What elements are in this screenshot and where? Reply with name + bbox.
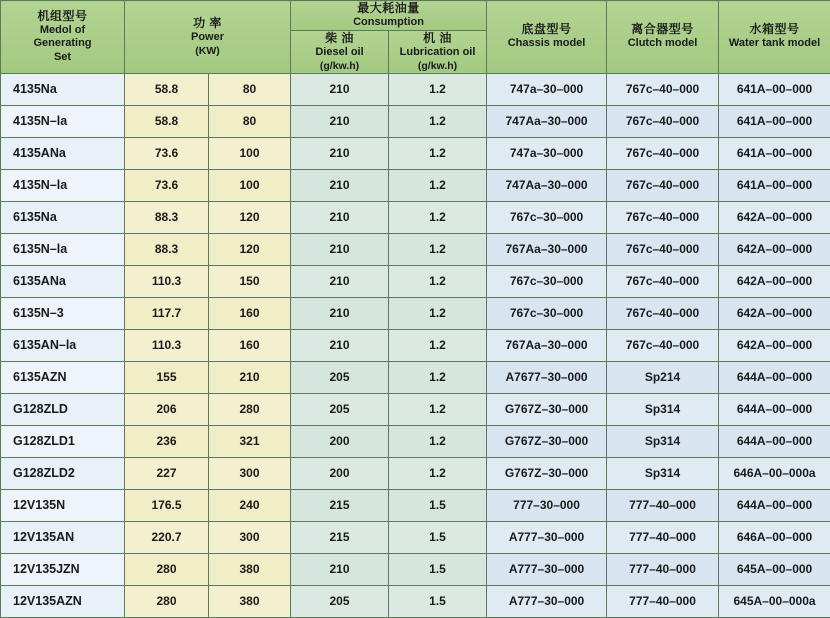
- cell-tank: 646A–00–000a: [719, 457, 830, 489]
- cell-power-b: 300: [209, 521, 291, 553]
- cell-power-kw: 176.5: [125, 489, 209, 521]
- cell-chassis: A777–30–000: [487, 553, 607, 585]
- cell-power-kw: 88.3: [125, 201, 209, 233]
- cell-chassis: 767c–30–000: [487, 265, 607, 297]
- table-row: [1, 393, 830, 425]
- cell-lube: 1.2: [389, 393, 487, 425]
- cell-diesel: 210: [291, 233, 389, 265]
- cell-lube: 1.2: [389, 361, 487, 393]
- header-consumption-cn: 最大耗油量: [291, 1, 486, 16]
- header-clutch-cn: 离合器型号: [607, 22, 718, 37]
- header-model-en2: Generating: [1, 37, 124, 51]
- header-lube-en: Lubrication oil: [389, 46, 486, 60]
- cell-clutch: 767c–40–000: [607, 73, 719, 105]
- cell-power-b: 80: [209, 73, 291, 105]
- table-row: [1, 521, 830, 553]
- cell-power-b: 321: [209, 425, 291, 457]
- header-clutch: [607, 1, 719, 74]
- header-power-cn: 功 率: [125, 16, 290, 31]
- header-model-en1: Medol of: [1, 24, 124, 38]
- cell-power-b: 150: [209, 265, 291, 297]
- cell-model: 6135N–3: [1, 297, 125, 329]
- cell-tank: 641A–00–000: [719, 169, 830, 201]
- cell-model: 6135N–la: [1, 233, 125, 265]
- cell-lube: 1.5: [389, 521, 487, 553]
- cell-tank: 645A–00–000: [719, 553, 830, 585]
- cell-model: G128ZLD: [1, 393, 125, 425]
- header-diesel-unit: (g/kw.h): [291, 60, 388, 73]
- cell-model: 4135N–la: [1, 169, 125, 201]
- cell-power-b: 100: [209, 169, 291, 201]
- cell-power-kw: 110.3: [125, 329, 209, 361]
- header-diesel-en: Diesel oil: [291, 46, 388, 60]
- cell-tank: 642A–00–000: [719, 265, 830, 297]
- header-row-top: [1, 1, 830, 31]
- table-row: [1, 457, 830, 489]
- cell-clutch: 767c–40–000: [607, 297, 719, 329]
- cell-chassis: 767c–30–000: [487, 201, 607, 233]
- cell-diesel: 210: [291, 297, 389, 329]
- cell-tank: 644A–00–000: [719, 361, 830, 393]
- cell-chassis: G767Z–30–000: [487, 393, 607, 425]
- cell-clutch: Sp314: [607, 393, 719, 425]
- cell-clutch: Sp214: [607, 361, 719, 393]
- cell-power-b: 100: [209, 137, 291, 169]
- table-row: [1, 233, 830, 265]
- cell-model: G128ZLD2: [1, 457, 125, 489]
- cell-tank: 644A–00–000: [719, 489, 830, 521]
- table-row: [1, 585, 830, 617]
- cell-clutch: 767c–40–000: [607, 329, 719, 361]
- cell-power-b: 280: [209, 393, 291, 425]
- cell-model: 4135ANa: [1, 137, 125, 169]
- cell-power-kw: 58.8: [125, 73, 209, 105]
- table-row: [1, 105, 830, 137]
- cell-chassis: G767Z–30–000: [487, 425, 607, 457]
- cell-diesel: 210: [291, 265, 389, 297]
- cell-tank: 644A–00–000: [719, 393, 830, 425]
- cell-clutch: Sp314: [607, 425, 719, 457]
- cell-lube: 1.2: [389, 105, 487, 137]
- cell-model: 6135Na: [1, 201, 125, 233]
- cell-power-kw: 220.7: [125, 521, 209, 553]
- table-row: [1, 265, 830, 297]
- table-row: [1, 297, 830, 329]
- table-row: [1, 137, 830, 169]
- cell-chassis: A777–30–000: [487, 521, 607, 553]
- cell-tank: 642A–00–000: [719, 201, 830, 233]
- cell-power-b: 160: [209, 329, 291, 361]
- cell-power-b: 120: [209, 201, 291, 233]
- table-row: [1, 425, 830, 457]
- cell-lube: 1.2: [389, 137, 487, 169]
- cell-model: G128ZLD1: [1, 425, 125, 457]
- cell-model: 12V135AN: [1, 521, 125, 553]
- cell-lube: 1.5: [389, 489, 487, 521]
- cell-tank: 641A–00–000: [719, 137, 830, 169]
- cell-tank: 642A–00–000: [719, 297, 830, 329]
- cell-clutch: 767c–40–000: [607, 105, 719, 137]
- cell-lube: 1.2: [389, 169, 487, 201]
- cell-chassis: 767c–30–000: [487, 297, 607, 329]
- header-power: [125, 1, 291, 74]
- cell-power-kw: 73.6: [125, 169, 209, 201]
- cell-diesel: 210: [291, 329, 389, 361]
- header-model-cn: 机组型号: [1, 9, 124, 24]
- cell-lube: 1.2: [389, 425, 487, 457]
- cell-chassis: 777–30–000: [487, 489, 607, 521]
- cell-tank: 641A–00–000: [719, 105, 830, 137]
- table-row: [1, 73, 830, 105]
- cell-lube: 1.5: [389, 553, 487, 585]
- cell-model: 6135ANa: [1, 265, 125, 297]
- cell-power-b: 160: [209, 297, 291, 329]
- cell-diesel: 210: [291, 105, 389, 137]
- cell-chassis: A7677–30–000: [487, 361, 607, 393]
- cell-power-kw: 58.8: [125, 105, 209, 137]
- table-row: [1, 553, 830, 585]
- cell-lube: 1.2: [389, 201, 487, 233]
- cell-diesel: 210: [291, 137, 389, 169]
- table-row: [1, 361, 830, 393]
- cell-diesel: 205: [291, 585, 389, 617]
- cell-diesel: 215: [291, 489, 389, 521]
- table-header: [1, 1, 830, 74]
- cell-diesel: 215: [291, 521, 389, 553]
- cell-model: 12V135N: [1, 489, 125, 521]
- cell-lube: 1.2: [389, 457, 487, 489]
- cell-tank: 642A–00–000: [719, 329, 830, 361]
- header-chassis-cn: 底盘型号: [487, 22, 606, 37]
- cell-clutch: 777–40–000: [607, 521, 719, 553]
- table-row: [1, 489, 830, 521]
- cell-clutch: 777–40–000: [607, 585, 719, 617]
- cell-clutch: 777–40–000: [607, 553, 719, 585]
- header-chassis-en: Chassis model: [487, 37, 606, 51]
- cell-diesel: 210: [291, 201, 389, 233]
- cell-tank: 641A–00–000: [719, 73, 830, 105]
- cell-power-kw: 236: [125, 425, 209, 457]
- cell-clutch: 767c–40–000: [607, 265, 719, 297]
- cell-power-kw: 206: [125, 393, 209, 425]
- cell-clutch: 767c–40–000: [607, 169, 719, 201]
- cell-model: 6135AZN: [1, 361, 125, 393]
- cell-power-b: 300: [209, 457, 291, 489]
- cell-diesel: 205: [291, 361, 389, 393]
- cell-lube: 1.5: [389, 585, 487, 617]
- cell-lube: 1.2: [389, 297, 487, 329]
- cell-model: 4135N–la: [1, 105, 125, 137]
- cell-chassis: 767Aa–30–000: [487, 233, 607, 265]
- table-row: [1, 201, 830, 233]
- cell-tank: 645A–00–000a: [719, 585, 830, 617]
- cell-power-b: 210: [209, 361, 291, 393]
- cell-chassis: 747Aa–30–000: [487, 169, 607, 201]
- header-consumption-en: Consumption: [291, 16, 486, 30]
- header-water-tank-cn: 水箱型号: [719, 22, 830, 37]
- cell-model: 12V135AZN: [1, 585, 125, 617]
- cell-power-b: 80: [209, 105, 291, 137]
- cell-lube: 1.2: [389, 329, 487, 361]
- cell-diesel: 200: [291, 457, 389, 489]
- table-row: [1, 169, 830, 201]
- cell-chassis: A777–30–000: [487, 585, 607, 617]
- header-chassis: [487, 1, 607, 74]
- cell-lube: 1.2: [389, 233, 487, 265]
- header-model-en3: Set: [1, 51, 124, 65]
- cell-clutch: 767c–40–000: [607, 201, 719, 233]
- cell-power-kw: 73.6: [125, 137, 209, 169]
- cell-diesel: 210: [291, 73, 389, 105]
- header-clutch-en: Clutch model: [607, 37, 718, 51]
- cell-clutch: 767c–40–000: [607, 137, 719, 169]
- cell-chassis: 747a–30–000: [487, 73, 607, 105]
- cell-chassis: G767Z–30–000: [487, 457, 607, 489]
- header-lubrication-oil: [389, 30, 487, 73]
- cell-power-kw: 155: [125, 361, 209, 393]
- cell-clutch: 767c–40–000: [607, 233, 719, 265]
- cell-lube: 1.2: [389, 73, 487, 105]
- cell-model: 12V135JZN: [1, 553, 125, 585]
- cell-power-kw: 280: [125, 553, 209, 585]
- header-consumption: [291, 1, 487, 31]
- cell-clutch: Sp314: [607, 457, 719, 489]
- cell-diesel: 210: [291, 169, 389, 201]
- header-diesel-oil: [291, 30, 389, 73]
- cell-power-b: 380: [209, 585, 291, 617]
- table-body: [1, 73, 830, 617]
- cell-power-b: 380: [209, 553, 291, 585]
- cell-model: 4135Na: [1, 73, 125, 105]
- header-model: [1, 1, 125, 74]
- cell-power-kw: 280: [125, 585, 209, 617]
- cell-power-b: 120: [209, 233, 291, 265]
- cell-chassis: 747Aa–30–000: [487, 105, 607, 137]
- cell-chassis: 747a–30–000: [487, 137, 607, 169]
- cell-power-kw: 227: [125, 457, 209, 489]
- cell-diesel: 200: [291, 425, 389, 457]
- cell-tank: 646A–00–000: [719, 521, 830, 553]
- cell-diesel: 210: [291, 553, 389, 585]
- header-lube-unit: (g/kw.h): [389, 60, 486, 73]
- cell-clutch: 777–40–000: [607, 489, 719, 521]
- cell-model: 6135AN–la: [1, 329, 125, 361]
- table-row: [1, 329, 830, 361]
- cell-power-kw: 110.3: [125, 265, 209, 297]
- header-lube-cn: 机 油: [389, 31, 486, 46]
- header-power-en: Power: [125, 31, 290, 45]
- header-power-unit: (KW): [125, 45, 290, 58]
- cell-diesel: 205: [291, 393, 389, 425]
- header-water-tank: [719, 1, 830, 74]
- header-diesel-cn: 柴 油: [291, 31, 388, 46]
- cell-power-kw: 88.3: [125, 233, 209, 265]
- cell-lube: 1.2: [389, 265, 487, 297]
- cell-power-kw: 117.7: [125, 297, 209, 329]
- cell-power-b: 240: [209, 489, 291, 521]
- cell-tank: 642A–00–000: [719, 233, 830, 265]
- cell-chassis: 767Aa–30–000: [487, 329, 607, 361]
- cell-tank: 644A–00–000: [719, 425, 830, 457]
- header-water-tank-en: Water tank model: [719, 37, 830, 51]
